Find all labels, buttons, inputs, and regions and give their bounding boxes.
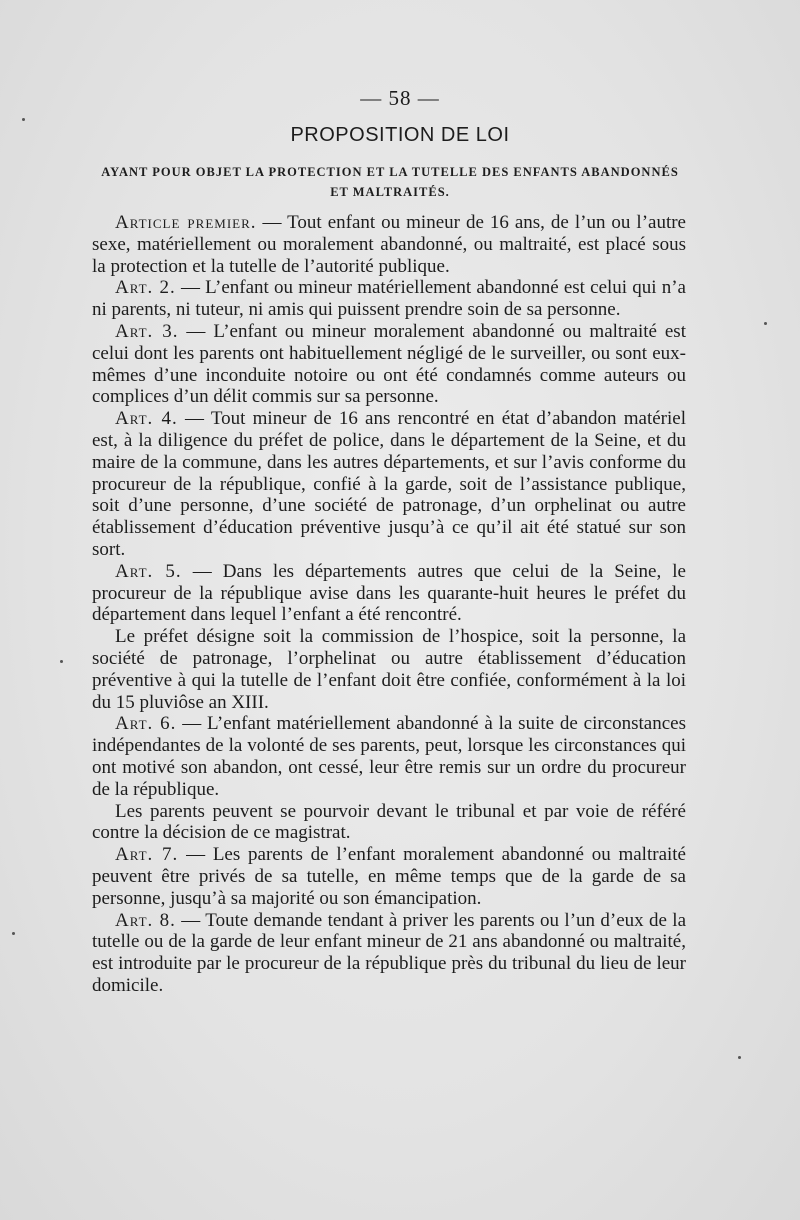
article-label: Art. 2.	[115, 277, 176, 299]
article-text: Les parents peuvent se pourvoir devant le tribunal et par voie de référé contre la décision de ce magistrat.	[92, 800, 686, 844]
article-paragraph	[92, 321, 686, 408]
article-text: — L’enfant ou mineur matériellement abandonné est celui qui n’a ni parents, ni tuteur, ni amis qui puissent prendre soin de sa personne.	[92, 277, 686, 321]
article-text: — Toute demande tendant à priver les parents ou l’un d’eux de la tutelle ou de la garde de leur enfant mineur de 21 ans abandonné ou maltraité, est introduite par le procureur de la république près du tribunal du lieu de leur domicile.	[92, 909, 686, 996]
article-text: — Les parents de l’enfant moralement abandonné ou maltraité peuvent être privés de sa tutelle, en même temps que de la garde de sa personne, jusqu’à sa majorité ou son émancipation.	[92, 844, 686, 909]
articles-body	[92, 212, 686, 997]
article-label: Art. 5.	[115, 560, 182, 582]
article-paragraph	[92, 561, 686, 626]
speck	[764, 322, 767, 325]
article-text: — Tout mineur de 16 ans rencontré en état d’abandon matériel est, à la diligence du préfet de police, dans le département de la Seine, et du maire de la commune, dans les autres départements, et sur l’avis conforme du procureur de la république, confié à la garde, soit de l’assistance publique, soit d’une personne, d’une société de patronage, d’un orphelinat ou autre établissement d’éducation préventive jusqu’à ce qu’il ait été statué sur son sort.	[92, 408, 686, 560]
article-text: — L’enfant ou mineur moralement abandonné ou maltraité est celui dont les parents ont habituellement négligé de le surveiller, ou sont eux-mêmes d’une inconduite notoire ou ont été condamnés comme auteurs ou complices d’un délit commis sur sa personne.	[92, 320, 686, 408]
speck	[60, 660, 63, 663]
article-paragraph	[92, 212, 686, 277]
speck	[22, 118, 25, 121]
article-label: Article premier.	[115, 212, 257, 233]
article-paragraph	[92, 910, 686, 997]
article-paragraph	[92, 844, 686, 909]
article-label: Art. 8.	[115, 909, 176, 931]
article-label: Art. 6.	[115, 713, 177, 735]
article-paragraph	[92, 713, 686, 800]
article-text: — L’enfant matériellement abandonné à la suite de circonstances indépendantes de la volonté de ses parents, peut, lorsque les circonstances qui ont motivé son abandon, ont cessé, leur être remis sur un ordre du procureur de la république.	[92, 713, 686, 800]
article-text: Le préfet désigne soit la commission de l’hospice, soit la personne, la société de patronage, l’orphelinat ou autre établissement d’éducation préventive à qui la tutelle de l’enfant doit être confiée, conformément à la loi du 15 pluviôse an XIII.	[92, 626, 686, 713]
article-paragraph	[92, 801, 686, 845]
article-label: Art. 4.	[115, 408, 178, 430]
article-paragraph	[92, 626, 686, 713]
article-text: — Dans les départements autres que celui de la Seine, le procureur de la république avise dans les quarante-huit heures le préfet du département dans lequel l’enfant a été rencontré.	[92, 560, 686, 626]
page-title: PROPOSITION DE LOI	[290, 124, 510, 146]
article-text: — Tout enfant ou mineur de 16 ans, de l’un ou l’autre sexe, matériellement ou moralement abandonné, ou maltraité, est placé sous la protection et la tutelle de l’autorité publique.	[92, 212, 686, 277]
speck	[738, 1056, 741, 1059]
article-paragraph	[92, 277, 686, 321]
page-subtitle: AYANT POUR OBJET LA PROTECTION ET LA TUTELLE DES ENFANTS ABANDONNÉS ET MALTRAITÉS.	[101, 165, 679, 199]
speck	[12, 932, 15, 935]
article-label: Art. 3.	[115, 320, 179, 342]
article-paragraph	[92, 408, 686, 561]
page-number: — 58 —	[360, 86, 440, 110]
article-label: Art. 7.	[115, 844, 179, 866]
